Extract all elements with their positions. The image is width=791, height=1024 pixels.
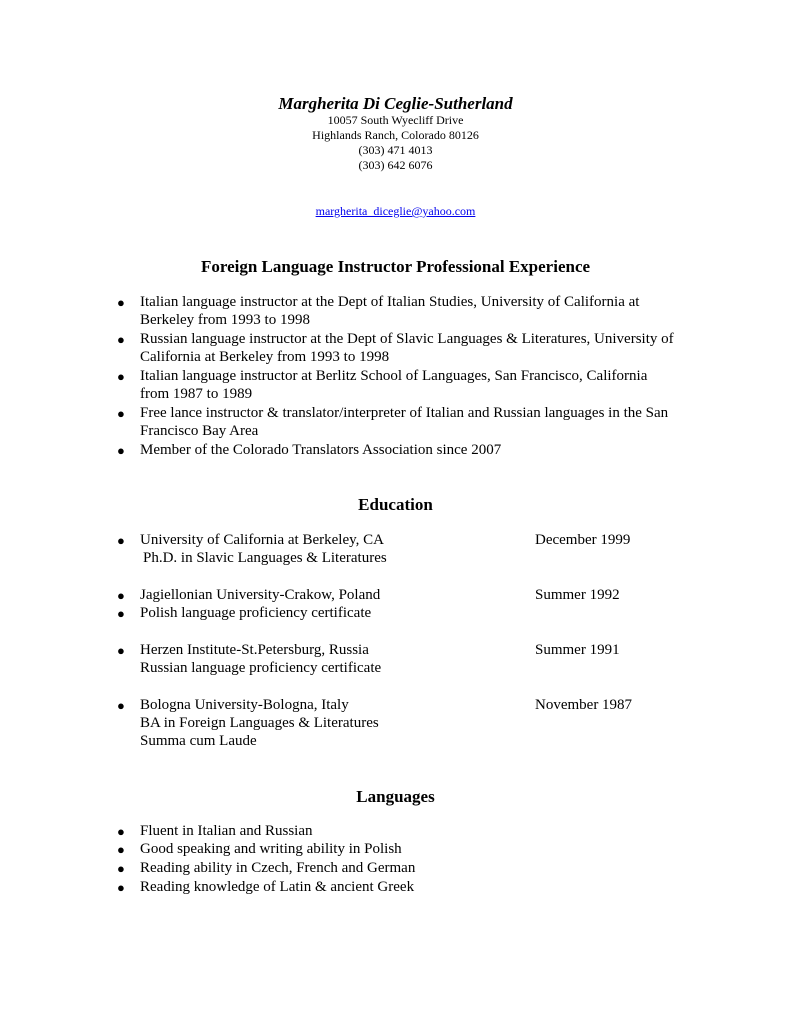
language-item: Reading knowledge of Latin & ancient Greek: [140, 879, 415, 895]
education-institution: Jagiellonian University-Crakow, Poland: [140, 587, 381, 603]
experience-item: Free lance instructor & translator/interpreter of Italian and Russian languages in the San Francisco Bay Area: [140, 405, 669, 439]
experience-item: Italian language instructor at the Dept of Italian Studies, University of California at Berkeley from 1993 to 1998: [140, 294, 640, 328]
bullet-icon: ●: [117, 443, 125, 458]
bullet-icon: ●: [117, 643, 125, 658]
bullet-icon: ●: [117, 880, 125, 895]
bullet-icon: ●: [117, 406, 125, 421]
education-detail: Summa cum Laude: [140, 733, 257, 749]
education-detail: Polish language proficiency certificate: [140, 605, 372, 621]
resume-name: Margherita Di Ceglie-Sutherland: [278, 94, 513, 113]
education-date: Summer 1991: [535, 642, 620, 658]
education-institution: Bologna University-Bologna, Italy: [140, 697, 349, 713]
experience-item: Italian language instructor at Berlitz School of Languages, San Francisco, California from 1987 to 1989: [140, 368, 648, 402]
bullet-icon: ●: [117, 698, 125, 713]
education-institution: University of California at Berkeley, CA: [140, 532, 384, 548]
languages-heading: Languages: [356, 787, 435, 806]
bullet-icon: ●: [117, 824, 125, 839]
email-link[interactable]: margherita_diceglie@yahoo.com: [315, 204, 476, 218]
education-institution: Herzen Institute-St.Petersburg, Russia: [140, 642, 369, 658]
language-item: Good speaking and writing ability in Polish: [140, 841, 402, 857]
bullet-icon: ●: [117, 295, 125, 310]
language-item: Reading ability in Czech, French and German: [140, 860, 416, 876]
bullet-icon: ●: [117, 533, 125, 548]
bullet-icon: ●: [117, 588, 125, 603]
education-heading: Education: [358, 495, 433, 514]
phone-line: (303) 471 4013: [358, 143, 433, 157]
education-date: November 1987: [535, 697, 633, 713]
bullet-icon: ●: [117, 606, 125, 621]
bullet-icon: ●: [117, 842, 125, 857]
phone-line: (303) 642 6076: [358, 158, 433, 172]
experience-heading: Foreign Language Instructor Professional Experience: [200, 257, 591, 276]
bullet-icon: ●: [117, 369, 125, 384]
language-item: Fluent in Italian and Russian: [140, 823, 313, 839]
experience-item: Member of the Colorado Translators Association since 2007: [140, 442, 502, 458]
bullet-icon: ●: [117, 332, 125, 347]
education-detail: Ph.D. in Slavic Languages & Literatures: [143, 550, 387, 566]
education-date: December 1999: [535, 532, 631, 548]
experience-item: Russian language instructor at the Dept of Slavic Languages & Literatures, University of California at Berkeley from 1993 to 1998: [140, 331, 674, 365]
education-detail: Russian language proficiency certificate: [140, 660, 382, 676]
education-detail: BA in Foreign Languages & Literatures: [140, 715, 379, 731]
education-date: Summer 1992: [535, 587, 620, 603]
address-line: 10057 South Wyecliff Drive: [327, 113, 464, 127]
bullet-icon: ●: [117, 861, 125, 876]
address-line: Highlands Ranch, Colorado 80126: [312, 128, 479, 142]
